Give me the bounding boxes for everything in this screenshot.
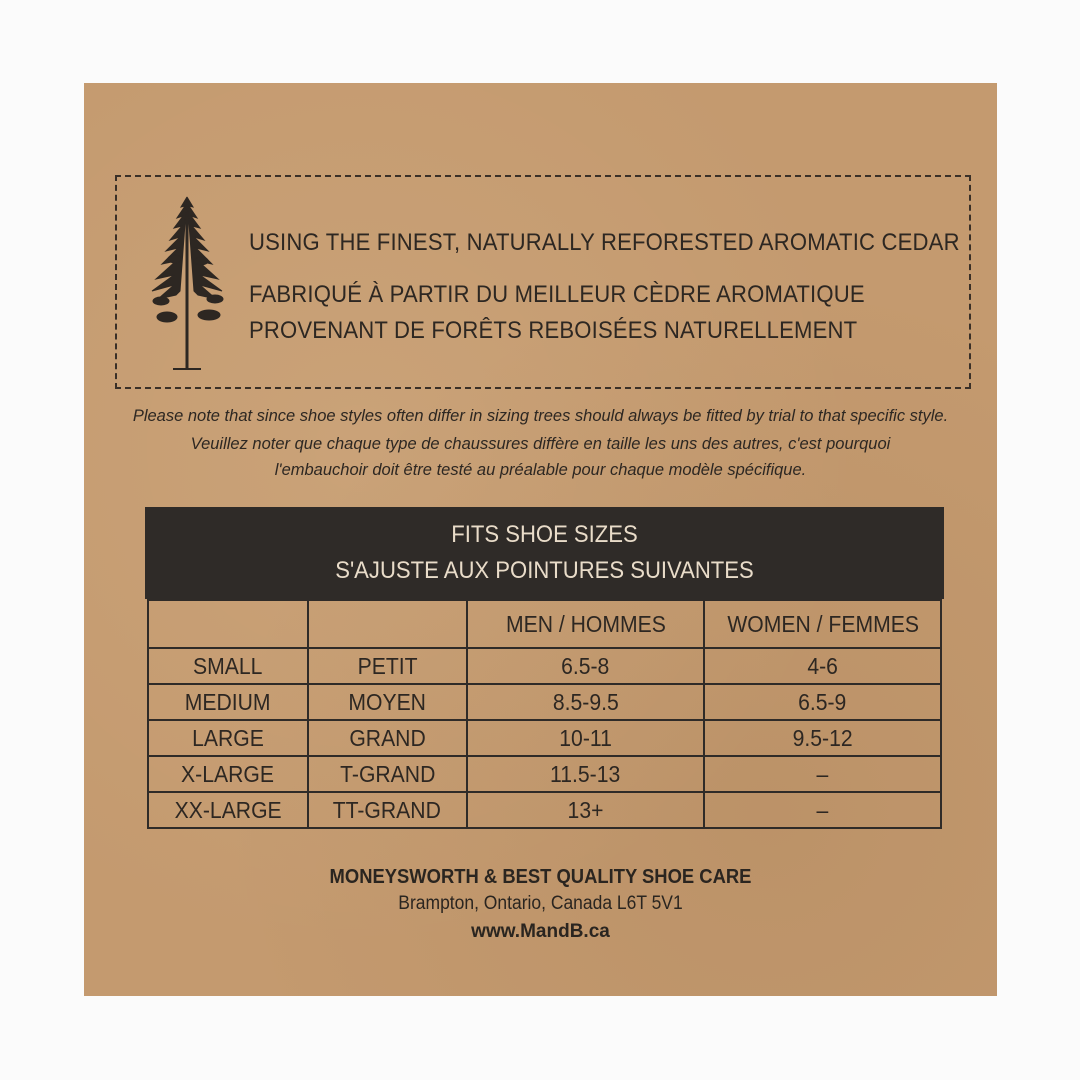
size-chart-title-french: S'AJUSTE AUX POINTURES SUIVANTES xyxy=(335,557,754,584)
size-chart xyxy=(145,507,944,829)
table-row xyxy=(148,792,941,828)
company-website: www.MandB.ca xyxy=(471,921,610,942)
men-size-range: 13+ xyxy=(467,792,704,828)
table-header-row xyxy=(148,600,941,648)
size-name-french: PETIT xyxy=(308,648,468,684)
column-header xyxy=(308,600,468,648)
size-name-french: MOYEN xyxy=(308,684,468,720)
column-header xyxy=(148,600,308,648)
table-row xyxy=(148,684,941,720)
women-size-range: 9.5-12 xyxy=(704,720,941,756)
banner-line-french-2: PROVENANT DE FORÊTS REBOISÉES NATURELLEMENT xyxy=(249,317,858,344)
banner-line-french-1: FABRIQUÉ À PARTIR DU MEILLEUR CÈDRE AROMATIQUE xyxy=(249,281,865,308)
size-name-french: T-GRAND xyxy=(308,756,468,792)
cedar-tree-icon xyxy=(137,189,237,379)
men-size-range: 10-11 xyxy=(467,720,704,756)
note-french-2: l'embauchoir doit être testé au préalable pour chaque modèle spécifique. xyxy=(274,461,807,479)
size-chart-header xyxy=(145,507,944,599)
size-name-french: GRAND xyxy=(308,720,468,756)
note-french-1: Veuillez noter que chaque type de chaussures diffère en taille les uns des autres, c'est pourquoi xyxy=(190,435,891,453)
men-size-range: 11.5-13 xyxy=(467,756,704,792)
column-header-men: MEN / HOMMES xyxy=(467,600,704,648)
women-size-range: – xyxy=(704,756,941,792)
size-name-english: SMALL xyxy=(148,648,308,684)
table-row xyxy=(148,720,941,756)
note-english: Please note that since shoe styles often differ in sizing trees should always be fitted by trial to that specific style. xyxy=(132,407,949,425)
cedar-banner xyxy=(115,175,971,389)
size-name-english: XX-LARGE xyxy=(148,792,308,828)
size-name-english: X-LARGE xyxy=(148,756,308,792)
size-name-french: TT-GRAND xyxy=(308,792,468,828)
women-size-range: 6.5-9 xyxy=(704,684,941,720)
size-name-english: LARGE xyxy=(148,720,308,756)
women-size-range: – xyxy=(704,792,941,828)
table-row xyxy=(148,648,941,684)
table-row xyxy=(148,756,941,792)
women-size-range: 4-6 xyxy=(704,648,941,684)
size-table xyxy=(147,599,942,829)
men-size-range: 6.5-8 xyxy=(467,648,704,684)
size-name-english: MEDIUM xyxy=(148,684,308,720)
company-footer xyxy=(84,863,997,947)
fitting-notes xyxy=(84,403,997,483)
company-name: MONEYSWORTH & BEST QUALITY SHOE CARE xyxy=(329,866,752,888)
company-address: Brampton, Ontario, Canada L6T 5V1 xyxy=(398,893,683,914)
size-chart-title-english: FITS SHOE SIZES xyxy=(451,521,638,548)
banner-line-english: USING THE FINEST, NATURALLY REFORESTED AROMATIC CEDAR xyxy=(249,229,960,256)
column-header-women: WOMEN / FEMMES xyxy=(704,600,941,648)
packaging-panel xyxy=(84,83,997,996)
men-size-range: 8.5-9.5 xyxy=(467,684,704,720)
